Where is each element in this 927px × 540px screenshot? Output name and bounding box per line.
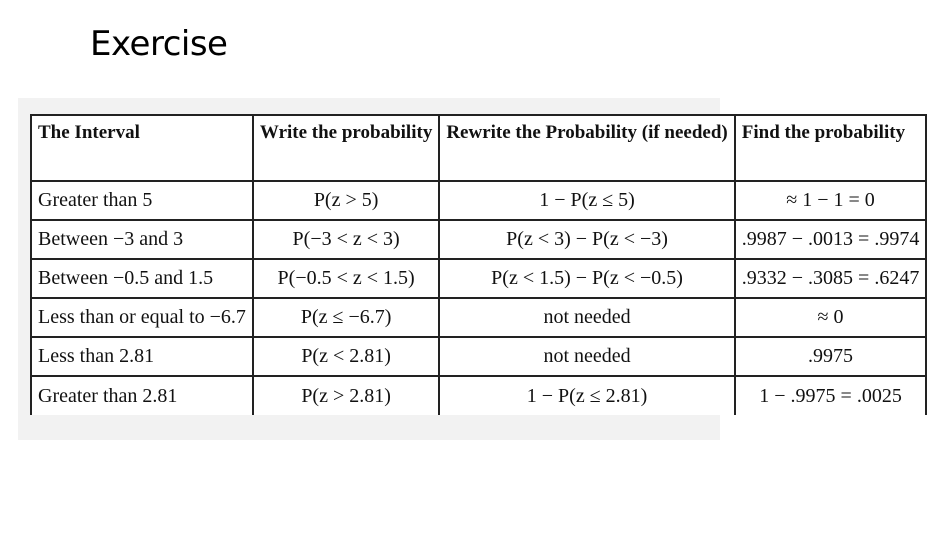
interval-cell: Between −3 and 3	[31, 220, 253, 259]
table-row	[31, 181, 926, 220]
header-find-probability: Find the probability	[735, 115, 927, 181]
rewrite-probability-cell: 1 − P(z ≤ 2.81)	[439, 376, 734, 415]
table-header-row	[31, 115, 926, 181]
header-write-probability: Write the probability	[253, 115, 439, 181]
write-probability-cell: P(z > 2.81)	[253, 376, 439, 415]
slide-title: Exercise	[90, 24, 228, 64]
table-row	[31, 298, 926, 337]
table-row	[31, 220, 926, 259]
rewrite-probability-cell: not needed	[439, 337, 734, 376]
find-probability-cell: 1 − .9975 = .0025	[735, 376, 927, 415]
find-probability-cell: .9975	[735, 337, 927, 376]
write-probability-cell: P(z ≤ −6.7)	[253, 298, 439, 337]
probability-table	[30, 114, 927, 415]
find-probability-cell: ≈ 1 − 1 = 0	[735, 181, 927, 220]
interval-cell: Greater than 5	[31, 181, 253, 220]
interval-cell: Greater than 2.81	[31, 376, 253, 415]
write-probability-cell: P(−3 < z < 3)	[253, 220, 439, 259]
write-probability-cell: P(−0.5 < z < 1.5)	[253, 259, 439, 298]
table-row	[31, 376, 926, 415]
rewrite-probability-cell: 1 − P(z ≤ 5)	[439, 181, 734, 220]
table-row	[31, 259, 926, 298]
rewrite-probability-cell: P(z < 1.5) − P(z < −0.5)	[439, 259, 734, 298]
interval-cell: Less than or equal to −6.7	[31, 298, 253, 337]
interval-cell: Less than 2.81	[31, 337, 253, 376]
find-probability-cell: ≈ 0	[735, 298, 927, 337]
rewrite-probability-cell: P(z < 3) − P(z < −3)	[439, 220, 734, 259]
write-probability-cell: P(z < 2.81)	[253, 337, 439, 376]
table-row	[31, 337, 926, 376]
header-rewrite-probability: Rewrite the Probability (if needed)	[439, 115, 734, 181]
find-probability-cell: .9987 − .0013 = .9974	[735, 220, 927, 259]
find-probability-cell: .9332 − .3085 = .6247	[735, 259, 927, 298]
interval-cell: Between −0.5 and 1.5	[31, 259, 253, 298]
header-interval: The Interval	[31, 115, 253, 181]
write-probability-cell: P(z > 5)	[253, 181, 439, 220]
rewrite-probability-cell: not needed	[439, 298, 734, 337]
